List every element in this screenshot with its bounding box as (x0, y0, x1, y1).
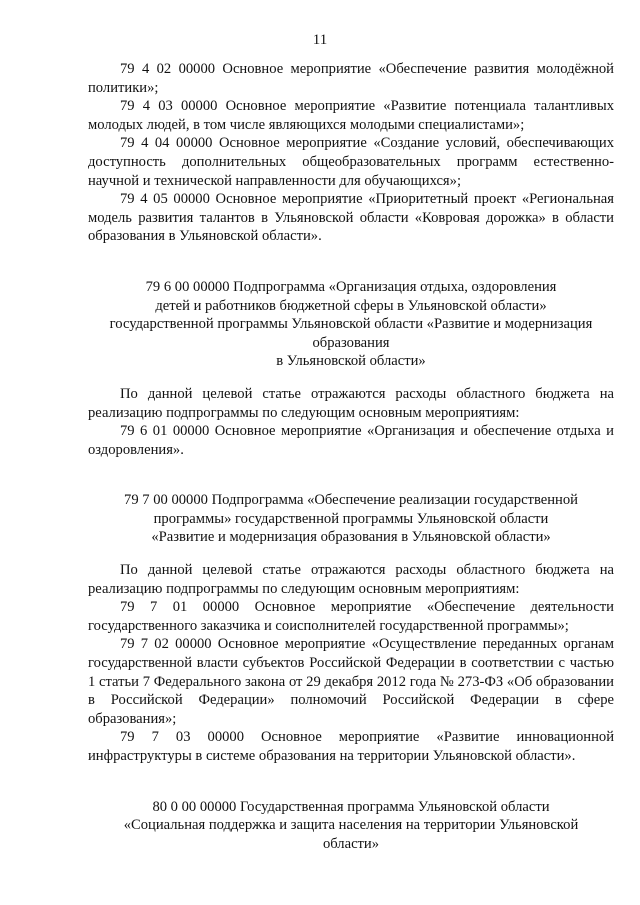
heading-line: программы» государственной программы Ульяновской области (153, 510, 549, 527)
list-item: 79 7 02 00000 Основное мероприятие «Осуществление переданных органам государственной власти субъектов Российской Федерации в соответствии с частью 1 статьи 7 Федерального закона от 29 декабря 2012 года № 273-ФЗ «Об образовании в Российской Федерации» полномочий Российской Федерации в сфере образования»; (88, 636, 614, 727)
heading-line: области» (322, 835, 380, 852)
heading-line: в Ульяновской области» (276, 353, 426, 370)
heading-line: 80 0 00 00000 Государственная программа Ульяновской области (152, 798, 550, 815)
heading-line: 79 7 00 00000 Подпрограмма «Обеспечение реализации государственной (124, 492, 578, 509)
section-heading (88, 798, 614, 854)
heading-line: «Социальная поддержка и защита населения на территории Ульяновской (123, 817, 579, 834)
list-item: 79 6 01 00000 Основное мероприятие «Организация и обеспечение отдыха и оздоровления». (88, 423, 614, 458)
heading-line: 79 6 00 00000 Подпрограмма «Организация отдыха, оздоровления (145, 278, 557, 295)
document-body (88, 60, 614, 853)
heading-line: государственной программы Ульяновской области «Развитие и модернизация (109, 316, 593, 333)
heading-line: «Развитие и модернизация образования в Ульяновской области» (151, 529, 551, 546)
list-item: 79 4 03 00000 Основное мероприятие «Развитие потенциала талантливых молодых людей, в том числе являющихся молодыми специалистами»; (88, 98, 614, 133)
list-item: 79 4 05 00000 Основное мероприятие «Приоритетный проект «Региональная модель развития талантов в Ульяновской области «Ковровая дорожка» в области образования в Ульяновской области». (88, 191, 614, 245)
section-intro: По данной целевой статье отражаются расходы областного бюджета на реализацию подпрограммы по следующим основным мероприятиям: (88, 562, 614, 597)
list-item: 79 4 04 00000 Основное мероприятие «Создание условий, обеспечивающих доступность дополнительных общеобразовательных программ естественно-научной и технической направленности для обучающихся»; (88, 135, 614, 189)
section-intro: По данной целевой статье отражаются расходы областного бюджета на реализацию подпрограммы по следующим основным мероприятиям: (88, 385, 614, 421)
heading-line: детей и работников бюджетной сферы в Ульяновской области» (155, 297, 547, 314)
list-item: 79 7 01 00000 Основное мероприятие «Обеспечение деятельности государственного заказчика и соисполнителей государственной программы»; (88, 599, 614, 634)
list-item: 79 7 03 00000 Основное мероприятие «Развитие инновационной инфраструктуры в системе образования на территории Ульяновской области». (88, 729, 614, 764)
section-heading (88, 278, 614, 371)
page-number: 11 (312, 32, 328, 48)
list-item: 79 4 02 00000 Основное мероприятие «Обеспечение развития молодёжной политики»; (88, 61, 614, 96)
section-heading (88, 491, 614, 547)
heading-line: образования (312, 334, 390, 351)
